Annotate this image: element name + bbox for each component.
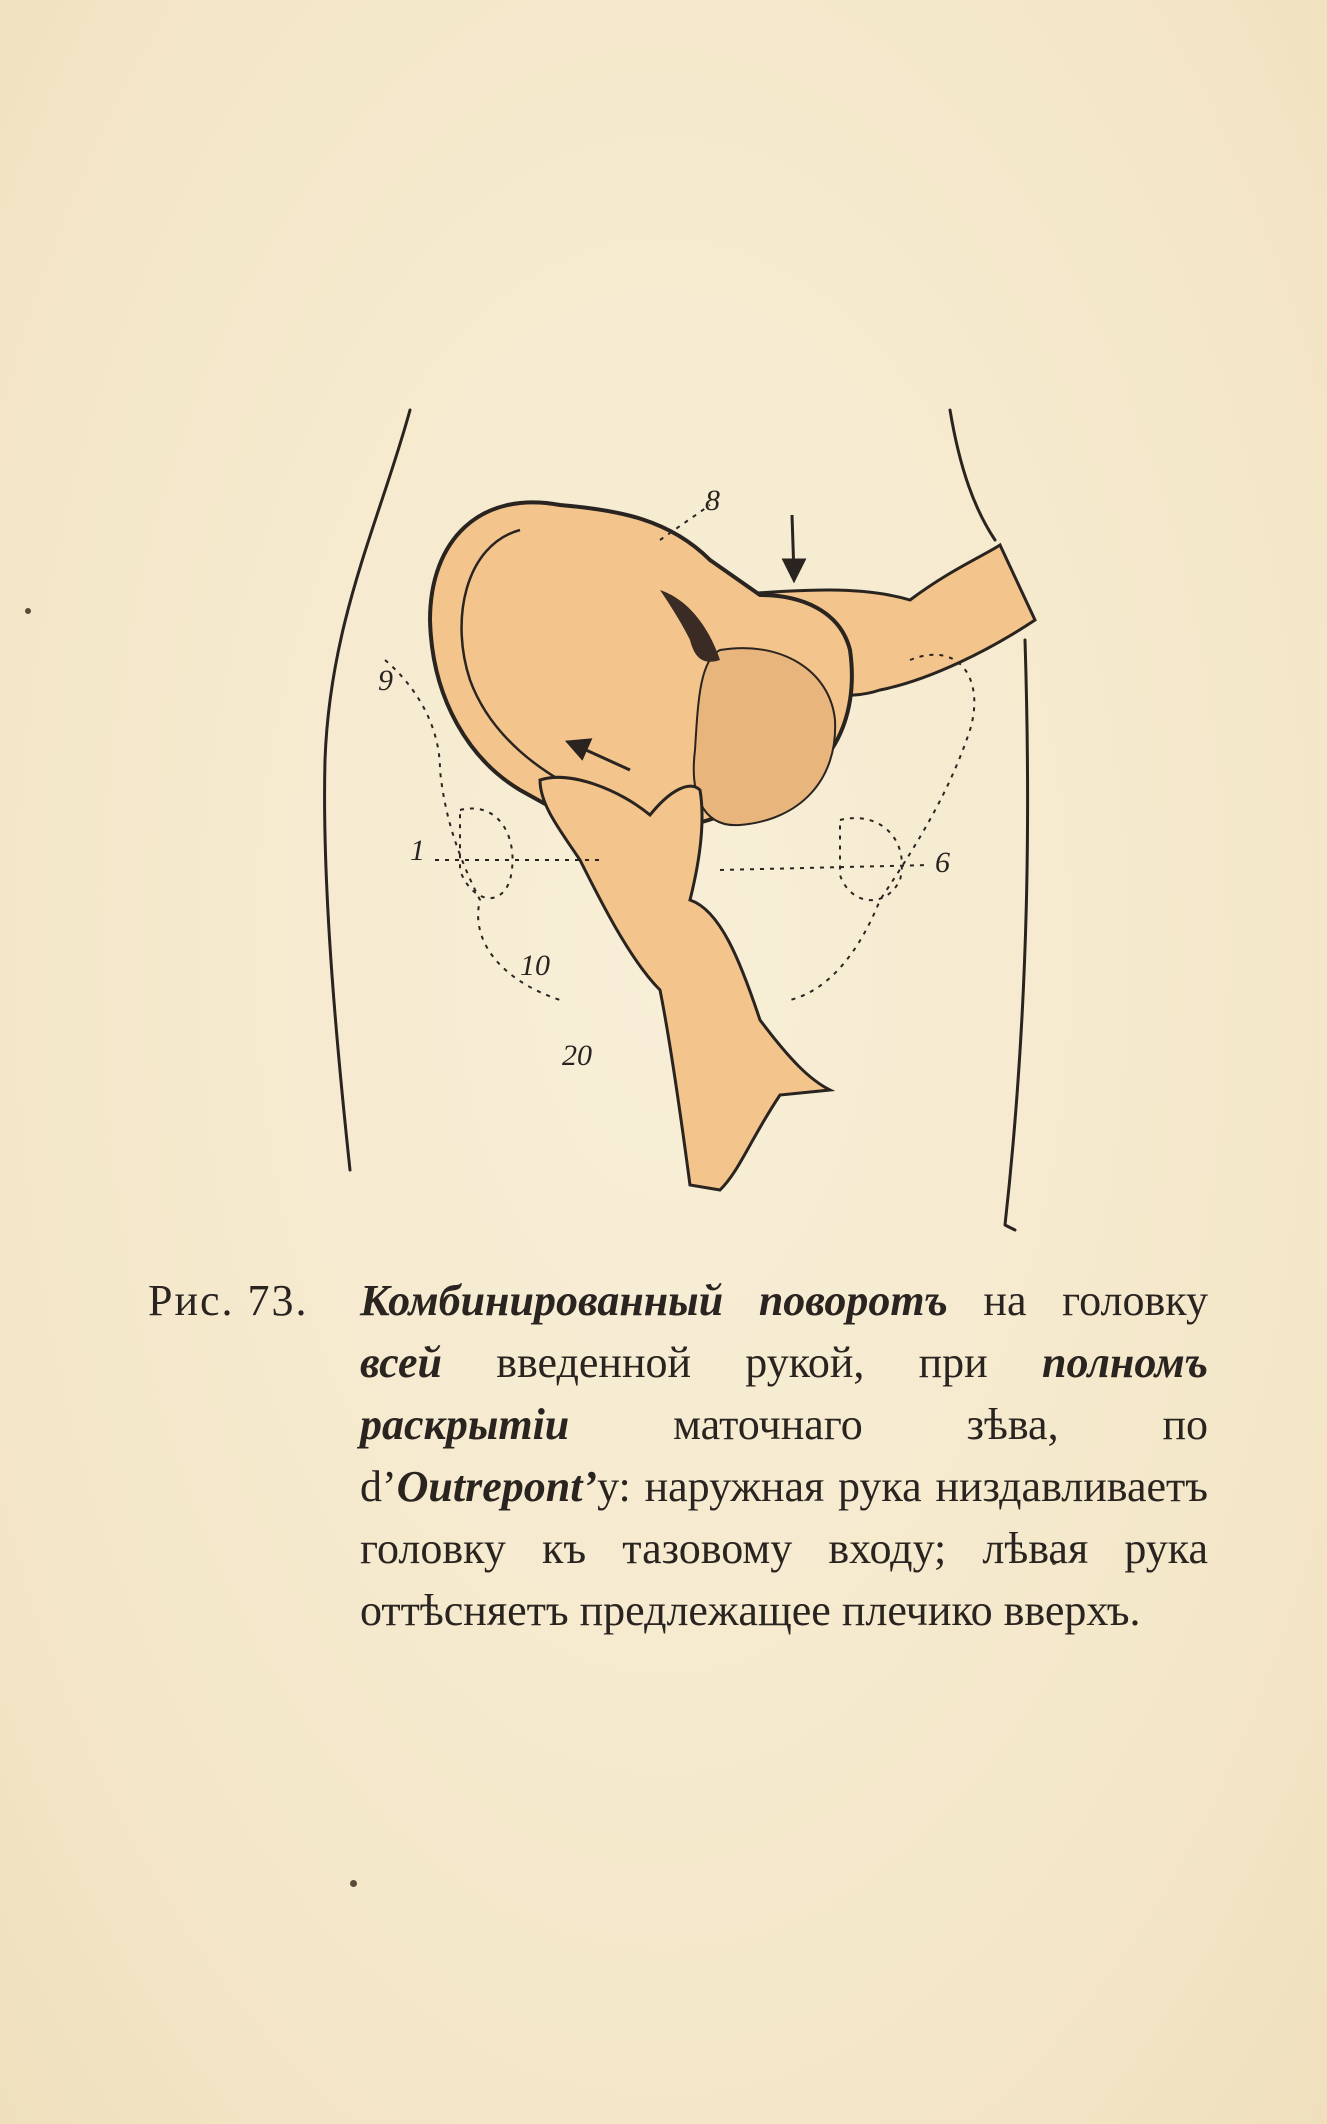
body-contour-right (950, 410, 995, 540)
page-speck (350, 1880, 357, 1887)
figure-label-9: 9 (378, 664, 393, 697)
figure-label-8: 8 (705, 484, 720, 517)
caption-text-4: у: наружная рука низдавливаетъ головку къ тазовому входу; лѣвая рука оттѣсняетъ предлежащее плечико вверхъ. (360, 1462, 1208, 1635)
caption-text-2: введенной рукой, при (442, 1338, 1042, 1387)
line-to-6 (720, 865, 930, 870)
body-contour-right-lower (1005, 640, 1028, 1230)
caption-text (360, 1270, 1208, 1642)
internal-hand (540, 777, 830, 1190)
fetal-head (694, 648, 835, 825)
figure-number: Рис. 73. (148, 1276, 309, 1325)
caption-text-3: маточнаго зѣва, по d’ (360, 1400, 1208, 1511)
figure-label-20: 20 (562, 1039, 592, 1072)
acetabulum-right (840, 818, 902, 900)
figure-label-1: 1 (410, 834, 425, 867)
caption-text-1: на головку (947, 1276, 1208, 1325)
acetabulum-left (460, 808, 513, 898)
caption-emph-3: полномъ раскрытіи (360, 1338, 1208, 1449)
caption-emph-4: Outrepont’ (396, 1462, 598, 1511)
figure-label-10: 10 (520, 949, 550, 982)
obstetric-illustration (300, 400, 1060, 1240)
figure-label-6: 6 (935, 846, 950, 879)
caption-emph-2: всей (360, 1338, 443, 1387)
caption-emph-1: Комбинированный поворотъ (360, 1276, 948, 1325)
page-speck (25, 608, 31, 614)
body-contour-left (325, 410, 410, 1170)
